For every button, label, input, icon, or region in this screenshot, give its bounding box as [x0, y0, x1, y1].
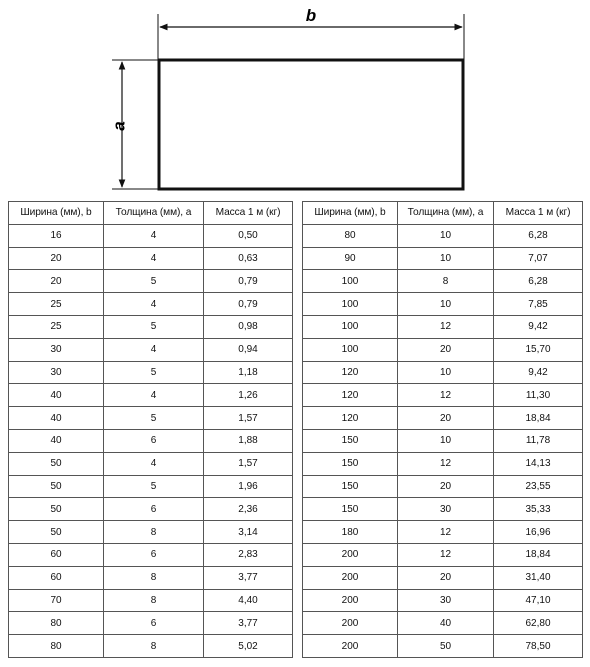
table-row — [303, 361, 583, 384]
table-row — [9, 270, 293, 293]
cell-mass: 11,30 — [494, 384, 583, 407]
cell-thickness: 8 — [104, 521, 204, 544]
cell-mass: 0,98 — [204, 315, 293, 338]
cell-width: 150 — [303, 429, 398, 452]
cell-mass: 3,77 — [204, 612, 293, 635]
cell-mass: 0,94 — [204, 338, 293, 361]
cell-mass: 1,18 — [204, 361, 293, 384]
cell-thickness: 10 — [398, 224, 494, 247]
cell-thickness: 30 — [398, 589, 494, 612]
cell-thickness: 40 — [398, 612, 494, 635]
cell-thickness: 4 — [104, 384, 204, 407]
cell-mass: 1,57 — [204, 407, 293, 430]
cell-mass: 18,84 — [494, 407, 583, 430]
cell-thickness: 6 — [104, 429, 204, 452]
cell-mass: 2,36 — [204, 498, 293, 521]
cell-width: 200 — [303, 566, 398, 589]
table-row — [9, 566, 293, 589]
table-row — [9, 635, 293, 658]
table-row — [9, 543, 293, 566]
cell-mass: 31,40 — [494, 566, 583, 589]
table-row — [9, 224, 293, 247]
cell-thickness: 8 — [104, 566, 204, 589]
cell-width: 200 — [303, 543, 398, 566]
cell-width: 30 — [9, 338, 104, 361]
cell-mass: 1,96 — [204, 475, 293, 498]
table-row — [303, 612, 583, 635]
header-width: Ширина (мм), b — [303, 202, 398, 225]
table-row — [303, 498, 583, 521]
cell-width: 150 — [303, 475, 398, 498]
cell-mass: 18,84 — [494, 543, 583, 566]
cell-thickness: 5 — [104, 475, 204, 498]
cell-thickness: 30 — [398, 498, 494, 521]
cell-width: 50 — [9, 452, 104, 475]
cell-thickness: 10 — [398, 293, 494, 316]
table-row — [9, 612, 293, 635]
cell-width: 50 — [9, 475, 104, 498]
cell-mass: 14,13 — [494, 452, 583, 475]
cross-section-diagram — [0, 0, 590, 200]
table-row — [303, 589, 583, 612]
cell-mass: 7,07 — [494, 247, 583, 270]
cell-mass: 47,10 — [494, 589, 583, 612]
table-row — [9, 247, 293, 270]
cell-mass: 62,80 — [494, 612, 583, 635]
cell-width: 40 — [9, 407, 104, 430]
cell-thickness: 4 — [104, 224, 204, 247]
cell-thickness: 5 — [104, 407, 204, 430]
cell-width: 25 — [9, 315, 104, 338]
cell-thickness: 10 — [398, 361, 494, 384]
table-header-row — [9, 202, 293, 225]
table-row — [9, 452, 293, 475]
cell-width: 100 — [303, 293, 398, 316]
table-row — [303, 293, 583, 316]
table-left — [8, 201, 293, 658]
cell-width: 150 — [303, 452, 398, 475]
table-row — [9, 429, 293, 452]
cell-mass: 23,55 — [494, 475, 583, 498]
cell-mass: 1,88 — [204, 429, 293, 452]
table-row — [303, 270, 583, 293]
header-thickness: Толщина (мм), a — [398, 202, 494, 225]
cell-thickness: 20 — [398, 566, 494, 589]
cell-mass: 1,26 — [204, 384, 293, 407]
cell-width: 30 — [9, 361, 104, 384]
cell-width: 200 — [303, 589, 398, 612]
table-row — [303, 566, 583, 589]
cell-thickness: 4 — [104, 247, 204, 270]
table-row — [9, 498, 293, 521]
cell-width: 180 — [303, 521, 398, 544]
header-mass: Масса 1 м (кг) — [204, 202, 293, 225]
cell-width: 50 — [9, 521, 104, 544]
table-row — [303, 224, 583, 247]
cell-thickness: 8 — [104, 589, 204, 612]
cell-mass: 9,42 — [494, 361, 583, 384]
section-rectangle — [159, 60, 463, 189]
table-row — [303, 543, 583, 566]
cell-width: 40 — [9, 384, 104, 407]
cell-width: 25 — [9, 293, 104, 316]
cell-thickness: 12 — [398, 543, 494, 566]
table-row — [303, 452, 583, 475]
table-row — [9, 384, 293, 407]
cell-width: 20 — [9, 270, 104, 293]
cell-mass: 3,14 — [204, 521, 293, 544]
cell-width: 16 — [9, 224, 104, 247]
cell-width: 90 — [303, 247, 398, 270]
cell-thickness: 4 — [104, 293, 204, 316]
cell-thickness: 6 — [104, 498, 204, 521]
cell-thickness: 5 — [104, 315, 204, 338]
cell-mass: 0,79 — [204, 270, 293, 293]
table-row — [9, 521, 293, 544]
table-row — [9, 338, 293, 361]
cell-mass: 78,50 — [494, 635, 583, 658]
table-row — [303, 384, 583, 407]
cell-mass: 0,79 — [204, 293, 293, 316]
cell-thickness: 20 — [398, 475, 494, 498]
table-row — [303, 635, 583, 658]
table-row — [303, 338, 583, 361]
table-row — [303, 247, 583, 270]
cell-mass: 5,02 — [204, 635, 293, 658]
cell-width: 60 — [9, 543, 104, 566]
table-row — [9, 589, 293, 612]
cell-width: 40 — [9, 429, 104, 452]
cell-mass: 0,50 — [204, 224, 293, 247]
header-width: Ширина (мм), b — [9, 202, 104, 225]
cell-width: 80 — [303, 224, 398, 247]
cell-width: 120 — [303, 384, 398, 407]
cell-thickness: 8 — [104, 635, 204, 658]
cell-thickness: 10 — [398, 429, 494, 452]
cell-thickness: 12 — [398, 452, 494, 475]
cell-thickness: 20 — [398, 407, 494, 430]
cell-thickness: 50 — [398, 635, 494, 658]
cell-width: 70 — [9, 589, 104, 612]
cell-width: 50 — [9, 498, 104, 521]
dimension-label-a: a — [109, 121, 129, 131]
cell-width: 200 — [303, 635, 398, 658]
header-mass: Масса 1 м (кг) — [494, 202, 583, 225]
table-row — [303, 429, 583, 452]
cell-thickness: 8 — [398, 270, 494, 293]
cell-width: 120 — [303, 407, 398, 430]
cell-mass: 15,70 — [494, 338, 583, 361]
table-row — [9, 293, 293, 316]
table-header-row — [303, 202, 583, 225]
table-row — [9, 315, 293, 338]
cell-mass: 3,77 — [204, 566, 293, 589]
cell-thickness: 5 — [104, 270, 204, 293]
cell-mass: 11,78 — [494, 429, 583, 452]
table-row — [303, 475, 583, 498]
header-thickness: Толщина (мм), a — [104, 202, 204, 225]
cell-width: 60 — [9, 566, 104, 589]
cell-width: 150 — [303, 498, 398, 521]
cell-mass: 4,40 — [204, 589, 293, 612]
table-row — [303, 407, 583, 430]
cell-thickness: 4 — [104, 452, 204, 475]
table-row — [303, 521, 583, 544]
table-row — [303, 315, 583, 338]
cell-mass: 0,63 — [204, 247, 293, 270]
table-row — [9, 475, 293, 498]
table-row — [9, 407, 293, 430]
cell-mass: 9,42 — [494, 315, 583, 338]
cell-mass: 35,33 — [494, 498, 583, 521]
cell-width: 200 — [303, 612, 398, 635]
cell-width: 100 — [303, 270, 398, 293]
cell-thickness: 12 — [398, 521, 494, 544]
cell-thickness: 5 — [104, 361, 204, 384]
cell-mass: 6,28 — [494, 224, 583, 247]
dimension-label-b: b — [305, 6, 317, 25]
cell-width: 100 — [303, 338, 398, 361]
cell-mass: 6,28 — [494, 270, 583, 293]
table-right — [302, 201, 583, 658]
cell-width: 20 — [9, 247, 104, 270]
cell-width: 120 — [303, 361, 398, 384]
cell-mass: 16,96 — [494, 521, 583, 544]
table-row — [9, 361, 293, 384]
cell-mass: 1,57 — [204, 452, 293, 475]
cell-mass: 2,83 — [204, 543, 293, 566]
cell-width: 80 — [9, 612, 104, 635]
cell-thickness: 4 — [104, 338, 204, 361]
cell-width: 80 — [9, 635, 104, 658]
cell-mass: 7,85 — [494, 293, 583, 316]
cell-thickness: 10 — [398, 247, 494, 270]
cell-thickness: 6 — [104, 612, 204, 635]
cell-thickness: 12 — [398, 315, 494, 338]
cell-thickness: 6 — [104, 543, 204, 566]
cell-width: 100 — [303, 315, 398, 338]
cell-thickness: 12 — [398, 384, 494, 407]
cell-thickness: 20 — [398, 338, 494, 361]
